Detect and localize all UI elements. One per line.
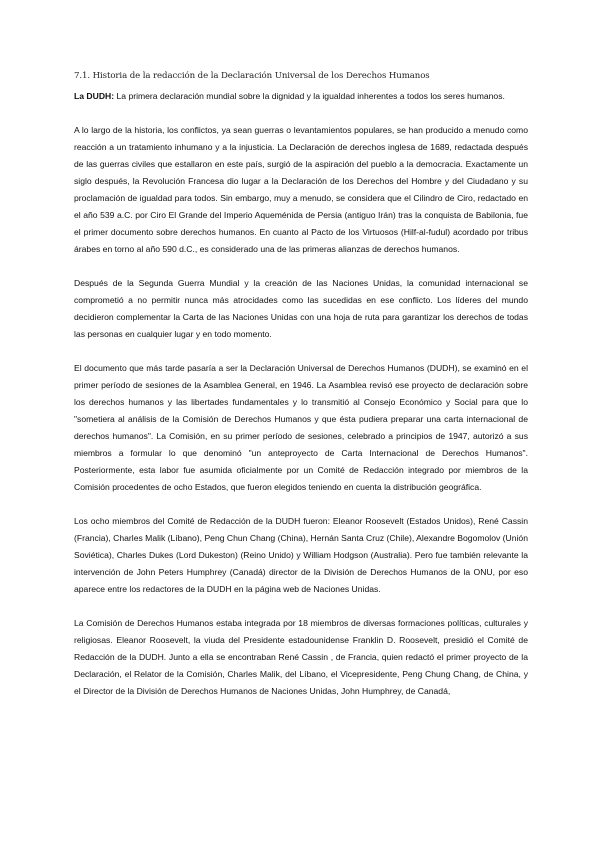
- section-heading: 7.1. Historia de la redacción de la Declaración Universal de los Derechos Humanos: [74, 71, 430, 81]
- body-paragraph-5: La Comisión de Derechos Humanos estaba integrada por 18 miembros de diversas formaciones políticas, culturales y religiosas. Eleanor Roosevelt, la viuda del Presidente estadounidense Franklin D. Roosevelt, presidió el Comité de Redacción de la DUDH. Junto a ella se encontraban René Cassin , de Francia, quien redactó el primer proyecto de la Declaración, el Relator de la Comisión, Charles Malik, del Líbano, el Vicepresidente, Peng Chung Chang, de China, y el Director de la División de Derechos Humanos de Naciones Unidas, John Humphrey, de Canadá,: [74, 618, 528, 696]
- intro-bold-label: La DUDH:: [74, 91, 115, 101]
- document-page: [74, 70, 528, 700]
- body-paragraph-2: Después de la Segunda Guerra Mundial y la creación de las Naciones Unidas, la comunidad internacional se comprometió a no permitir nunca más atrocidades como las sucedidas en ese conflicto. Los líderes del mundo decidieron complementar la Carta de las Naciones Unidas con una hoja de ruta para garantizar los derechos de todas las personas en cualquier lugar y en todo momento.: [74, 278, 528, 339]
- intro-text: La primera declaración mundial sobre la dignidad y la igualdad inherentes a todos los seres humanos.: [114, 91, 505, 101]
- body-paragraph-4: Los ocho miembros del Comité de Redacción de la DUDH fueron: Eleanor Roosevelt (Estados Unidos), René Cassin (Francia), Charles Malik (Líbano), Peng Chun Chang (China), Hernán Santa Cruz (Chile), Alexandre Bogomolov (Unión Soviética), Charles Dukes (Lord Dukeston) (Reino Unido) y William Hodgson (Australia). Pero fue también relevante la intervención de John Peters Humphrey (Canadá) director de la División de Derechos Humanos de la ONU, por eso aparece entre los redactores de la DUDH en la página web de Naciones Unidas.: [74, 516, 528, 594]
- body-paragraph-3: El documento que más tarde pasaría a ser la Declaración Universal de Derechos Humanos (DUDH), se examinó en el primer período de sesiones de la Asamblea General, en 1946. La Asamblea revisó ese proyecto de declaración sobre los derechos humanos y las libertades fundamentales y lo transmitió al Consejo Económico y Social para que lo "sometiera al análisis de la Comisión de Derechos Humanos y que ésta pudiera preparar una carta internacional de derechos humanos". La Comisión, en su primer período de sesiones, celebrado a principios de 1947, autorizó a sus miembros a formular lo que denominó "un anteproyecto de Carta Internacional de Derechos Humanos". Posteriormente, esta labor fue asumida oficialmente por un Comité de Redacción integrado por miembros de la Comisión procedentes de ocho Estados, que fueron elegidos teniendo en cuenta la distribución geográfica.: [74, 363, 528, 492]
- intro-paragraph: [74, 88, 528, 105]
- body-paragraph-1: A lo largo de la historia, los conflictos, ya sean guerras o levantamientos populares, se han producido a menudo como reacción a un tratamiento inhumano y a la injusticia. La Declaración de derechos inglesa de 1689, redactada después de las guerras civiles que estallaron en este país, surgió de la aspiración del pueblo a la democracia. Exactamente un siglo después, la Revolución Francesa dio lugar a la Declaración de los Derechos del Hombre y del Ciudadano y su proclamación de igualdad para todos. Sin embargo, muy a menudo, se considera que el Cilindro de Ciro, redactado en el año 539 a.C. por Ciro El Grande del Imperio Aqueménida de Persia (antiguo Irán) tras la conquista de Babilonia, fue el primer documento sobre derechos humanos. En cuanto al Pacto de los Virtuosos (Hilf-al-fudul) acordado por tribus árabes en torno al año 590 d.C., es considerado una de las primeras alianzas de derechos humanos.: [74, 125, 528, 254]
